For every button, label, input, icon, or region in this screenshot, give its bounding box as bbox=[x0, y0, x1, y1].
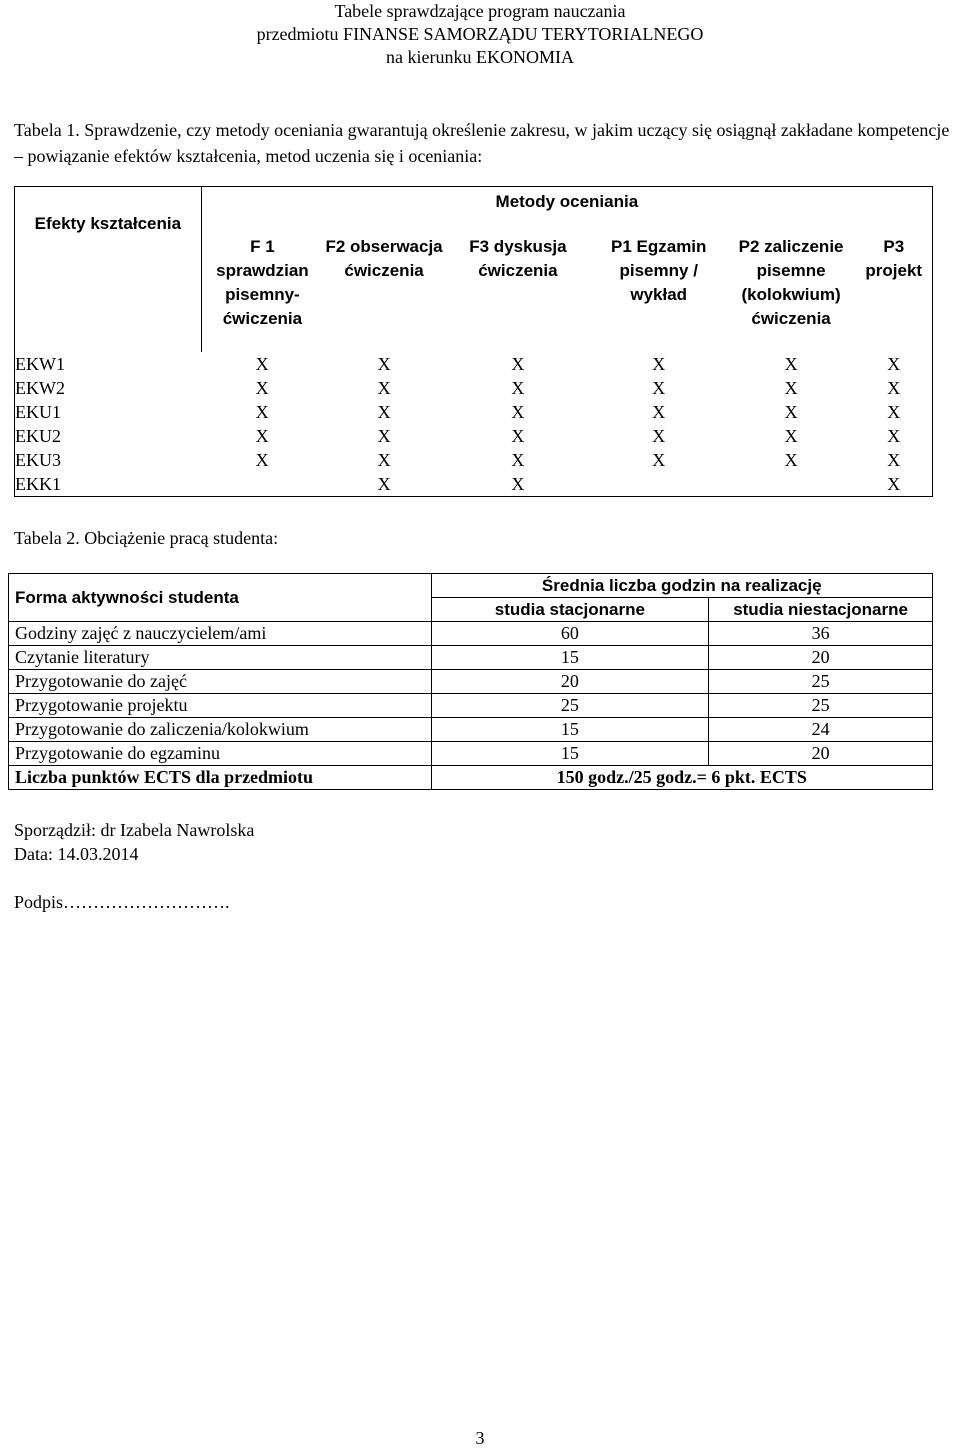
table-cell: X bbox=[856, 352, 933, 376]
date: Data: 14.03.2014 bbox=[14, 844, 139, 864]
column-header: P3 projekt bbox=[856, 235, 933, 352]
table-cell: X bbox=[255, 426, 269, 446]
table-cell: X bbox=[652, 450, 666, 470]
title-line-2: przedmiotu FINANSE SAMORZĄDU TERYTORIALNEGO bbox=[256, 24, 704, 44]
table2-caption: Tabela 2. Obciążenie pracą studenta: bbox=[14, 528, 279, 548]
title-line-3: na kierunku EKONOMIA bbox=[386, 47, 574, 67]
table-cell: X bbox=[856, 424, 933, 448]
table-cell: X bbox=[445, 472, 591, 497]
table-cell: X bbox=[652, 402, 666, 422]
table-row bbox=[9, 742, 933, 766]
row-label: EKU2 bbox=[15, 424, 202, 448]
group-header-metody: Metody oceniania bbox=[201, 187, 932, 236]
table-cell: 25 bbox=[709, 670, 933, 694]
table-row bbox=[15, 352, 933, 376]
table-cell: X bbox=[255, 354, 269, 374]
table-cell: X bbox=[511, 450, 525, 470]
total-row bbox=[9, 766, 933, 790]
table-row bbox=[15, 448, 933, 472]
row-label: Przygotowanie do egzaminu bbox=[9, 742, 432, 766]
table-cell: X bbox=[511, 354, 525, 374]
row-label: EKU3 bbox=[15, 448, 202, 472]
table-cell bbox=[727, 472, 856, 497]
total-label: Liczba punktów ECTS dla przedmiotu bbox=[9, 766, 432, 790]
table-cell: 15 bbox=[431, 646, 709, 670]
col-header-forma: Forma aktywności studenta bbox=[9, 574, 432, 622]
row-header-efekty: Efekty kształcenia bbox=[15, 187, 202, 353]
row-label: Przygotowanie do zajęć bbox=[9, 670, 432, 694]
row-label: Przygotowanie projektu bbox=[9, 694, 432, 718]
table-cell: X bbox=[784, 378, 798, 398]
table-cell bbox=[201, 472, 323, 497]
table-cell: X bbox=[377, 354, 391, 374]
table-cell: X bbox=[784, 354, 798, 374]
table-cell: X bbox=[784, 402, 798, 422]
workload-table bbox=[8, 573, 933, 790]
prepared-by: Sporządził: dr Izabela Nawrolska bbox=[14, 820, 255, 840]
column-header: P1 Egzamin pisemny / wykład bbox=[611, 237, 707, 304]
table-row bbox=[15, 424, 933, 448]
table-cell: X bbox=[323, 472, 445, 497]
signature-line: Podpis………………………. bbox=[14, 892, 230, 912]
table-cell: 60 bbox=[431, 622, 709, 646]
group-header-srednia: Średnia liczba godzin na realizację bbox=[431, 574, 932, 598]
table-cell: 25 bbox=[431, 694, 709, 718]
table-cell: 20 bbox=[709, 742, 933, 766]
table-cell: 15 bbox=[431, 718, 709, 742]
column-header: F3 dyskusja ćwiczenia bbox=[469, 237, 567, 280]
row-label: EKW1 bbox=[15, 352, 202, 376]
table-cell: 36 bbox=[709, 622, 933, 646]
table-cell bbox=[591, 472, 727, 497]
sub-header-niestacjonarne: studia niestacjonarne bbox=[709, 598, 933, 622]
table-cell: X bbox=[784, 450, 798, 470]
table-row bbox=[9, 646, 933, 670]
row-label: Przygotowanie do zaliczenia/kolokwium bbox=[9, 718, 432, 742]
table-row bbox=[9, 622, 933, 646]
table-cell: X bbox=[511, 378, 525, 398]
column-header: P2 zaliczenie pisemne (kolokwium) ćwiczenia bbox=[738, 237, 844, 328]
table-cell: X bbox=[511, 426, 525, 446]
table-row bbox=[9, 718, 933, 742]
table-row bbox=[9, 694, 933, 718]
total-value: 150 godz./25 godz.= 6 pkt. ECTS bbox=[431, 766, 932, 790]
table-cell: X bbox=[377, 378, 391, 398]
table-cell: X bbox=[255, 378, 269, 398]
table-cell: X bbox=[377, 450, 391, 470]
table-cell: 15 bbox=[431, 742, 709, 766]
document-title bbox=[0, 0, 960, 69]
table-row bbox=[15, 400, 933, 424]
table-cell: X bbox=[652, 378, 666, 398]
table-cell: X bbox=[652, 354, 666, 374]
table-cell: X bbox=[856, 376, 933, 400]
table-cell: X bbox=[377, 402, 391, 422]
table-cell: 20 bbox=[709, 646, 933, 670]
row-label: EKK1 bbox=[15, 472, 202, 497]
table-cell: X bbox=[511, 402, 525, 422]
table-cell: 24 bbox=[709, 718, 933, 742]
row-label: EKU1 bbox=[15, 400, 202, 424]
table-cell: 25 bbox=[709, 694, 933, 718]
table-cell: X bbox=[856, 472, 933, 497]
table1-caption: Tabela 1. Sprawdzenie, czy metody oceniania gwarantują określenie zakresu, w jakim uczący się osiągnął zakładane kompetencje – powiązanie efektów kształcenia, metod uczenia się i oceniania: bbox=[14, 120, 950, 166]
table-row bbox=[15, 376, 933, 400]
column-header: F2 obserwacja ćwiczenia bbox=[325, 237, 443, 280]
table-cell: X bbox=[255, 450, 269, 470]
title-line-1: Tabele sprawdzające program nauczania bbox=[334, 1, 626, 21]
row-label: EKW2 bbox=[15, 376, 202, 400]
row-label: Czytanie literatury bbox=[9, 646, 432, 670]
row-label: Godziny zajęć z nauczycielem/ami bbox=[9, 622, 432, 646]
table-cell: X bbox=[377, 426, 391, 446]
column-header: F 1 sprawdzian pisemny- ćwiczenia bbox=[216, 237, 309, 328]
table-row bbox=[15, 472, 933, 497]
table-cell: X bbox=[856, 448, 933, 472]
page-number: 3 bbox=[475, 1428, 485, 1448]
table-cell: X bbox=[856, 400, 933, 424]
assessment-methods-table bbox=[14, 186, 933, 497]
sub-header-stacjonarne: studia stacjonarne bbox=[431, 598, 709, 622]
table-row bbox=[9, 670, 933, 694]
table-cell: X bbox=[652, 426, 666, 446]
table-cell: X bbox=[784, 426, 798, 446]
table-cell: 20 bbox=[431, 670, 709, 694]
table-cell: X bbox=[255, 402, 269, 422]
